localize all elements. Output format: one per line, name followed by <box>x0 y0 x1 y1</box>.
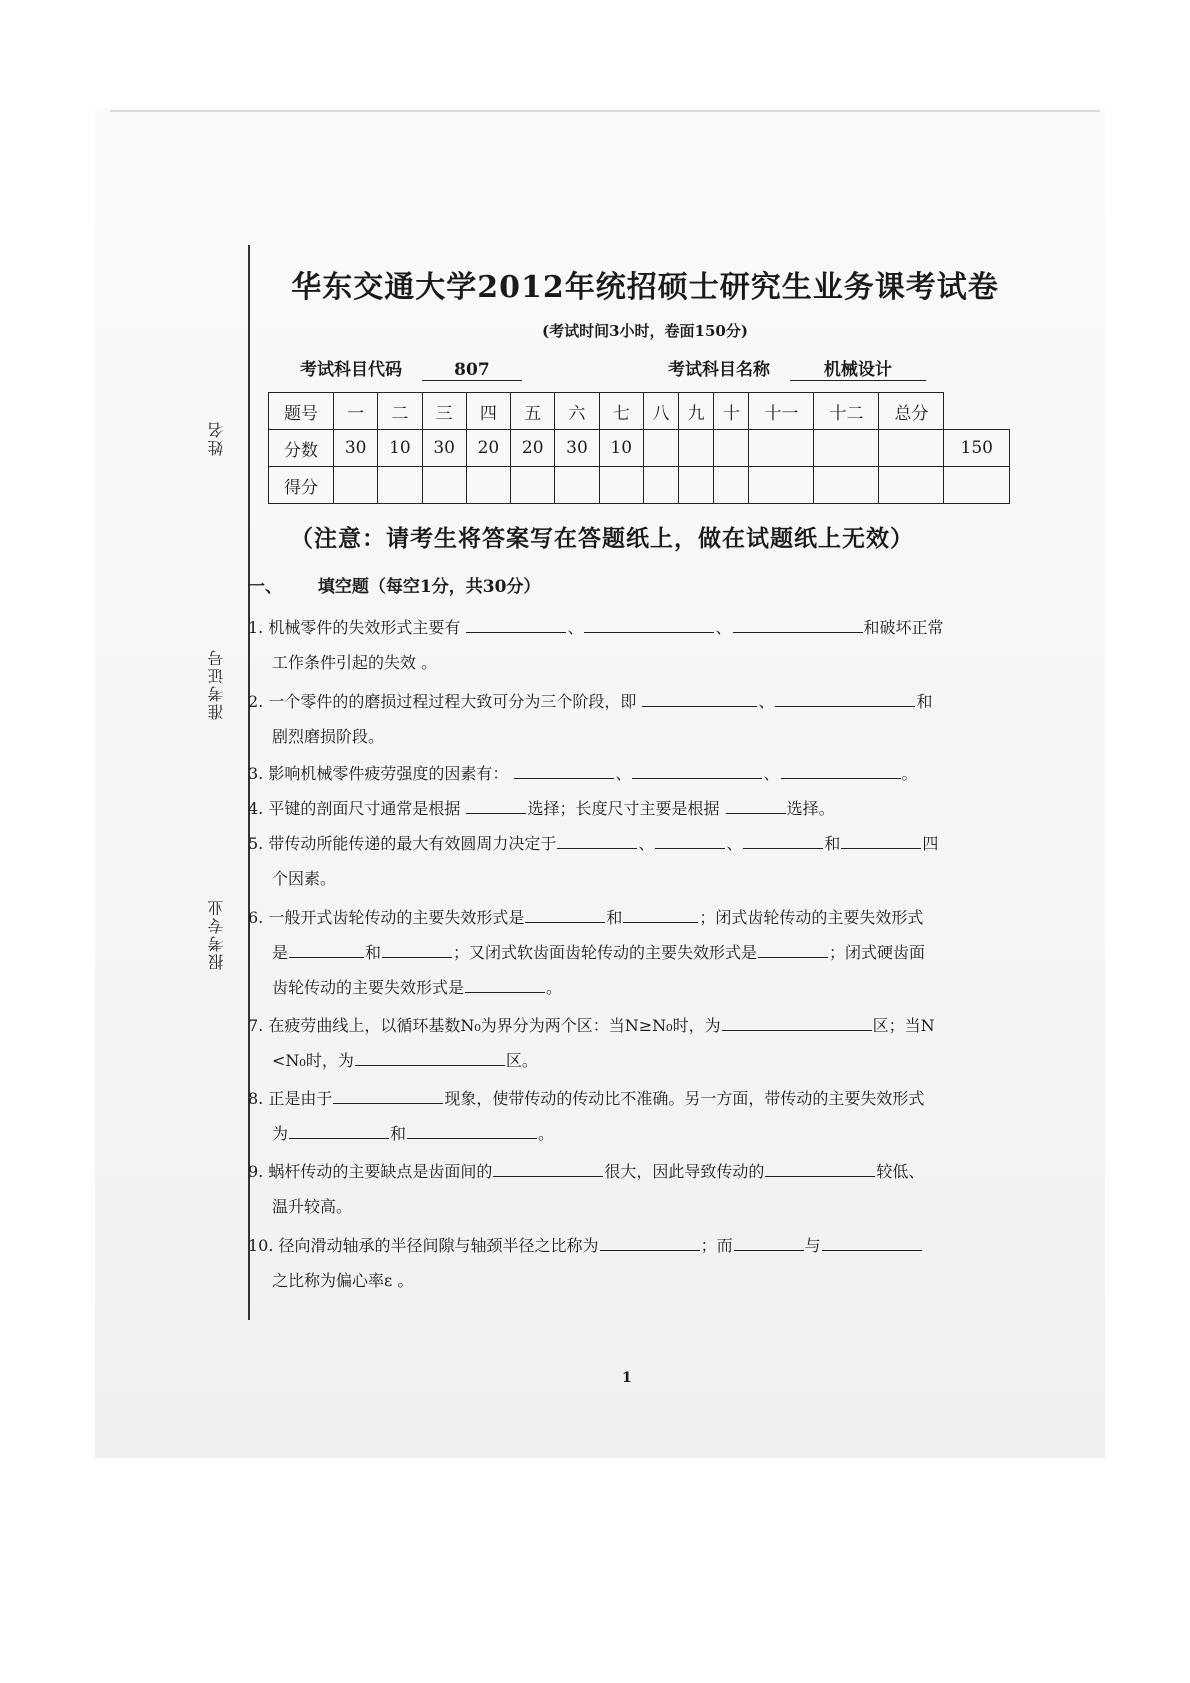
score-table-earned-row <box>269 467 1010 504</box>
question-text: 和 <box>606 908 623 927</box>
scan-edge <box>110 110 1100 112</box>
points-cell: 30 <box>555 430 599 467</box>
answer-blank <box>734 1249 804 1251</box>
question-text: 齿轮传动的主要失效形式是 <box>272 978 465 997</box>
question-1-line-1 <box>248 620 944 636</box>
question-text: 正是由于 <box>268 1089 333 1108</box>
points-cell <box>879 430 944 467</box>
question-text: 和 <box>916 692 933 711</box>
answer-notice: （注意：请考生将答案写在答题纸上，做在试题纸上无效） <box>290 525 914 552</box>
points-cell <box>679 430 714 467</box>
question-text: 蜗杆传动的主要缺点是齿面间的 <box>268 1162 493 1181</box>
question-text: <N₀时，为 <box>272 1051 354 1070</box>
answer-blank <box>722 1029 872 1031</box>
question-text: 区。 <box>505 1051 538 1070</box>
answer-blank <box>726 812 786 814</box>
question-text: 与 <box>804 1236 821 1255</box>
points-total-cell: 150 <box>944 430 1010 467</box>
earned-cell <box>643 467 678 504</box>
question-3 <box>248 766 918 782</box>
question-text: 是 <box>272 943 289 962</box>
subject-name-row <box>668 355 926 381</box>
points-cell <box>749 430 814 467</box>
question-text: 较低、 <box>876 1162 925 1181</box>
header-cell: 八 <box>643 393 678 430</box>
question-text: 现象，使带传动的传动比不准确。另一方面，带传动的主要失效形式 <box>444 1089 925 1108</box>
question-text: 很大，因此导致传动的 <box>604 1162 765 1181</box>
side-label-exam-id: 准考证号 <box>207 648 226 720</box>
question-7-line-1 <box>248 1018 935 1034</box>
question-text: 和 <box>365 943 382 962</box>
question-text: 影响机械零件疲劳强度的因素有： <box>268 764 509 783</box>
question-5-line-2: 个因素。 <box>272 869 337 888</box>
earned-cell <box>944 467 1010 504</box>
question-number: 1. <box>248 618 264 637</box>
score-table-header-row <box>269 393 1010 430</box>
question-1-line-2: 工作条件引起的失效 。 <box>272 653 438 672</box>
earned-cell <box>422 467 466 504</box>
header-cell: 一 <box>334 393 378 430</box>
question-text: ；而 <box>700 1236 733 1255</box>
page-number: 1 <box>622 1370 632 1386</box>
separator: 、 <box>763 764 780 783</box>
question-number: 7. <box>248 1016 264 1035</box>
subject-code-value: 807 <box>422 360 522 381</box>
section-number: 一、 <box>248 577 282 597</box>
answer-blank <box>407 1137 537 1139</box>
earned-cell <box>749 467 814 504</box>
points-cell <box>814 430 879 467</box>
scanned-paper <box>95 108 1105 1458</box>
answer-blank <box>758 956 828 958</box>
earned-cell <box>378 467 422 504</box>
header-cell: 十二 <box>814 393 879 430</box>
separator: 。 <box>901 764 918 783</box>
question-number: 9. <box>248 1162 264 1181</box>
question-text: 选择；长度尺寸主要是根据 <box>527 799 720 818</box>
question-9-line-1 <box>248 1164 924 1180</box>
answer-blank <box>822 1249 922 1251</box>
answer-blank <box>289 956 364 958</box>
side-label-name: 姓名 <box>207 420 226 456</box>
header-cell: 五 <box>511 393 555 430</box>
question-10-line-1 <box>248 1238 923 1254</box>
answer-blank <box>733 631 863 633</box>
question-text: 机械零件的失效形式主要有 <box>268 618 461 637</box>
subject-code-row <box>300 355 522 381</box>
question-text: 和 <box>824 834 841 853</box>
answer-blank <box>557 847 637 849</box>
subject-name-label: 考试科目名称 <box>668 360 770 380</box>
question-5-line-1 <box>248 836 938 852</box>
header-cell: 题号 <box>269 393 334 430</box>
earned-cell <box>599 467 643 504</box>
earned-cell <box>879 467 944 504</box>
section-title: 填空题（每空1分，共30分） <box>317 577 541 597</box>
points-cell: 20 <box>511 430 555 467</box>
question-text: ；又闭式软齿面齿轮传动的主要失效形式是 <box>453 943 758 962</box>
answer-blank <box>781 777 901 779</box>
header-cell: 四 <box>466 393 510 430</box>
separator: 、 <box>715 618 732 637</box>
separator: 、 <box>638 834 655 853</box>
answer-blank <box>466 812 526 814</box>
question-text: 径向滑动轴承的半径间隙与轴颈半径之比称为 <box>278 1236 599 1255</box>
answer-blank <box>600 1249 700 1251</box>
earned-cell <box>679 467 714 504</box>
question-text: 选择。 <box>786 799 835 818</box>
header-cell: 三 <box>422 393 466 430</box>
separator: 、 <box>726 834 743 853</box>
question-text: 一个零件的的磨损过程过程大致可分为三个阶段，即 <box>268 692 637 711</box>
question-number: 6. <box>248 908 264 927</box>
question-2-line-2: 剧烈磨损阶段。 <box>272 727 385 746</box>
answer-blank <box>743 847 823 849</box>
answer-blank <box>355 1064 505 1066</box>
question-text: 一般开式齿轮传动的主要失效形式是 <box>268 908 525 927</box>
earned-cell <box>334 467 378 504</box>
question-8-line-2 <box>272 1126 554 1142</box>
header-cell: 二 <box>378 393 422 430</box>
answer-blank <box>775 705 915 707</box>
question-10-line-2: 之比称为偏心率ε 。 <box>272 1271 414 1290</box>
points-cell: 10 <box>378 430 422 467</box>
points-cell: 20 <box>466 430 510 467</box>
question-number: 10. <box>248 1236 274 1255</box>
question-text: 在疲劳曲线上，以循环基数N₀为界分为两个区：当N≥N₀时，为 <box>268 1016 721 1035</box>
question-9-line-2: 温升较高。 <box>272 1197 353 1216</box>
answer-blank <box>655 847 725 849</box>
question-text: 区；当N <box>872 1016 935 1035</box>
question-4 <box>248 801 835 817</box>
points-cell: 30 <box>422 430 466 467</box>
separator: 、 <box>567 618 584 637</box>
question-text: 和破坏正常 <box>863 618 944 637</box>
question-number: 5. <box>248 834 264 853</box>
subject-code-label: 考试科目代码 <box>300 360 402 380</box>
question-2-line-1 <box>248 694 933 710</box>
separator: 、 <box>758 692 775 711</box>
question-text: 为 <box>272 1124 289 1143</box>
points-cell <box>643 430 678 467</box>
question-number: 2. <box>248 692 264 711</box>
header-cell: 十 <box>714 393 749 430</box>
earned-cell <box>555 467 599 504</box>
answer-blank <box>623 921 698 923</box>
question-number: 3. <box>248 764 264 783</box>
question-8-line-1 <box>248 1091 924 1107</box>
answer-blank <box>765 1175 875 1177</box>
answer-blank <box>841 847 921 849</box>
answer-blank <box>382 956 452 958</box>
question-6-line-2 <box>272 945 925 961</box>
question-text: 和 <box>390 1124 407 1143</box>
points-label-cell: 分数 <box>269 430 334 467</box>
answer-blank <box>584 631 714 633</box>
answer-blank <box>333 1102 443 1104</box>
header-cell: 总分 <box>879 393 944 430</box>
separator: 。 <box>538 1124 555 1143</box>
answer-blank <box>493 1175 603 1177</box>
answer-blank <box>466 631 566 633</box>
question-text: 平键的剖面尺寸通常是根据 <box>268 799 461 818</box>
answer-blank <box>642 705 757 707</box>
answer-blank <box>632 777 762 779</box>
side-label-major: 报考专业 <box>207 898 226 970</box>
question-text: 四 <box>922 834 939 853</box>
exam-subtitle: (考试时间3小时，卷面150分) <box>542 322 748 340</box>
header-cell: 七 <box>599 393 643 430</box>
answer-blank <box>289 1137 389 1139</box>
answer-blank <box>514 777 614 779</box>
points-cell: 10 <box>599 430 643 467</box>
question-text: ；闭式硬齿面 <box>829 943 926 962</box>
answer-blank <box>465 991 545 993</box>
separator: 。 <box>546 978 563 997</box>
earned-cell <box>714 467 749 504</box>
subject-name-value: 机械设计 <box>790 355 926 381</box>
earned-label-cell: 得分 <box>269 467 334 504</box>
header-cell: 六 <box>555 393 599 430</box>
question-text: ；闭式齿轮传动的主要失效形式 <box>699 908 924 927</box>
question-6-line-3 <box>272 980 562 996</box>
earned-cell <box>511 467 555 504</box>
header-cell: 十一 <box>749 393 814 430</box>
answer-blank <box>525 921 605 923</box>
earned-cell <box>814 467 879 504</box>
points-cell <box>714 430 749 467</box>
header-cell: 九 <box>679 393 714 430</box>
separator: 、 <box>615 764 632 783</box>
points-cell: 30 <box>334 430 378 467</box>
score-table <box>268 392 1010 504</box>
exam-title: 华东交通大学2012年统招硕士研究生业务课考试卷 <box>291 270 999 305</box>
earned-cell <box>466 467 510 504</box>
score-table-points-row <box>269 430 1010 467</box>
question-text: 带传动所能传递的最大有效圆周力决定于 <box>268 834 557 853</box>
question-7-line-2 <box>272 1053 538 1069</box>
section-heading <box>248 572 540 597</box>
question-number: 8. <box>248 1089 264 1108</box>
question-6-line-1 <box>248 910 923 926</box>
question-number: 4. <box>248 799 264 818</box>
